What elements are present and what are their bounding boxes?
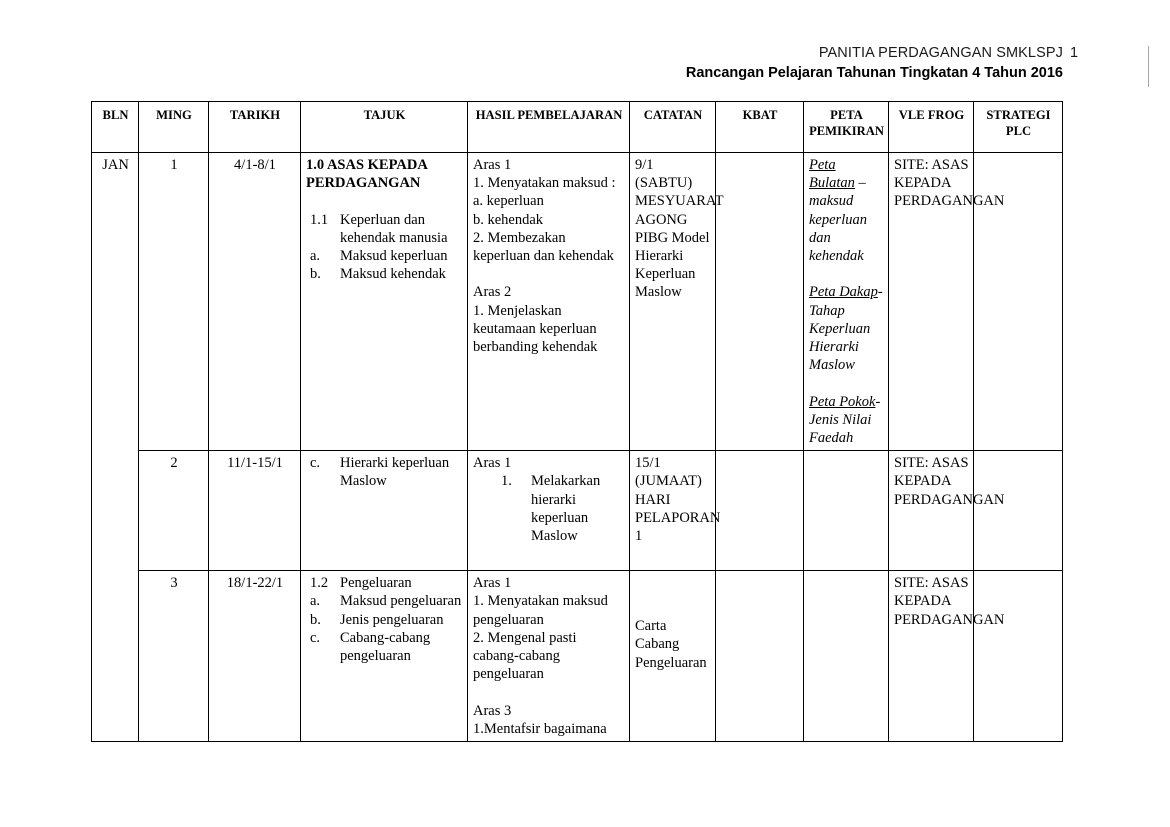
topic-item-text: Maksud pengeluaran	[340, 593, 462, 610]
spacer	[809, 265, 884, 283]
column-header-bln: BLN	[92, 102, 139, 153]
thinking-map-cell	[804, 451, 889, 571]
page-number: 1	[1069, 45, 1079, 61]
column-header-ming: MING	[139, 102, 209, 153]
spacer	[306, 192, 463, 210]
document-header	[0, 44, 1085, 83]
vle-frog-cell: SITE: ASAS KEPADA PERDAGANGAN	[889, 451, 974, 571]
topic-item-text: Cabang-cabang pengeluaran	[340, 629, 431, 665]
outcome-line: 1. Menyatakan maksud :	[473, 175, 616, 192]
kbat-cell	[716, 153, 804, 451]
outcome-item-marker: 1.	[501, 473, 512, 490]
thinking-map-title: Peta Dakap	[809, 284, 878, 301]
topic-item	[306, 629, 463, 665]
table-row	[92, 153, 1063, 451]
learning-outcome-cell	[468, 571, 630, 742]
week-cell: 1	[139, 153, 209, 451]
kbat-cell	[716, 451, 804, 571]
thinking-map-entry	[809, 156, 884, 265]
date-cell: 18/1-22/1	[209, 571, 301, 742]
table-row	[92, 571, 1063, 742]
thinking-map-title: Peta Bulatan	[809, 157, 855, 192]
week-cell: 3	[139, 571, 209, 742]
topic-item-text: Keperluan dan kehendak manusia	[340, 211, 448, 246]
topic-item-text: Maksud keperluan	[340, 248, 448, 264]
topic-item-marker: 1.2	[310, 575, 329, 592]
notes-cell: 9/1 (SABTU) MESYUARAT AGONG PIBG Model Hierarki Keperluan Maslow	[630, 153, 716, 451]
topic-item	[306, 611, 463, 629]
header-title-line1: PANITIA PERDAGANGAN SMKLSPJ	[818, 45, 1063, 61]
outcome-line: 2. Membezakan keperluan dan kehendak	[473, 229, 614, 265]
topic-item-text: Hierarki keperluan Maslow	[340, 455, 450, 490]
column-header-plc: STRATEGI PLC	[974, 102, 1063, 153]
outcome-line: 1.Mentafsir bagaimana	[473, 720, 607, 737]
table-body	[92, 153, 1063, 742]
topic-item	[306, 247, 463, 265]
outcome-heading: Aras 2	[473, 284, 512, 301]
topic-item	[306, 265, 463, 283]
topic-item-marker: c.	[310, 629, 321, 646]
table-header-row	[92, 102, 1063, 153]
outcome-line: 1. Menyatakan maksud pengeluaran	[473, 593, 608, 628]
outcome-line: 1. Menjelaskan keutamaan keperluan berbanding kehendak	[473, 302, 598, 356]
column-header-catatan: CATATAN	[630, 102, 716, 153]
topic-item-marker: c.	[310, 455, 321, 472]
table-row	[92, 451, 1063, 571]
thinking-map-text: – maksud keperluan dan kehendak	[809, 175, 867, 265]
topic-item-text: Maksud kehendak	[340, 266, 446, 283]
spacer	[809, 374, 884, 392]
outcome-heading: Aras 1	[473, 455, 512, 472]
plc-strategy-cell	[974, 451, 1063, 571]
header-divider	[1148, 46, 1149, 87]
topic-item	[306, 454, 463, 490]
column-header-tarikh: TARIKH	[209, 102, 301, 153]
vle-frog-cell: SITE: ASAS KEPADA PERDAGANGAN	[889, 571, 974, 742]
month-cell: JAN	[92, 153, 139, 742]
header-title-line2: Rancangan Pelajaran Tahunan Tingkatan 4 Tahun 2016	[685, 65, 1063, 81]
topic-item	[306, 592, 463, 610]
spacer	[473, 683, 625, 701]
outcome-item	[473, 472, 625, 545]
thinking-map-cell	[804, 153, 889, 451]
thinking-map-entry	[809, 393, 884, 448]
notes-text: Carta Cabang Pengeluaran	[635, 618, 707, 671]
thinking-map-title: Peta Pokok	[809, 393, 876, 410]
yearly-lesson-plan-table	[91, 101, 1063, 742]
date-cell: 11/1-15/1	[209, 451, 301, 571]
outcome-line: a. keperluan	[473, 193, 544, 210]
learning-outcome-cell	[468, 153, 630, 451]
topic-item-marker: 1.1	[310, 211, 329, 228]
notes-cell	[630, 571, 716, 742]
thinking-map-entry	[809, 283, 884, 374]
kbat-cell	[716, 571, 804, 742]
outcome-heading: Aras 1	[473, 575, 512, 592]
thinking-map-text: -Jenis Nilai Faedah	[809, 393, 881, 447]
outcome-heading: Aras 3	[473, 702, 512, 719]
outcome-line: 2. Mengenal pasti cabang-cabang pengeluaran	[473, 629, 577, 683]
topic-item-text: Pengeluaran	[340, 575, 412, 592]
learning-outcome-cell	[468, 451, 630, 571]
thinking-map-cell	[804, 571, 889, 742]
topic-item	[306, 574, 463, 592]
week-cell: 2	[139, 451, 209, 571]
topic-item-marker: b.	[310, 266, 321, 283]
date-cell: 4/1-8/1	[209, 153, 301, 451]
topic-cell	[301, 571, 468, 742]
topic-cell	[301, 153, 468, 451]
notes-cell: 15/1 (JUMAAT) HARI PELAPORAN 1	[630, 451, 716, 571]
spacer	[473, 265, 625, 283]
thinking-map-text: -Tahap Keperluan Hierarki Maslow	[809, 284, 883, 374]
topic-title: 1.0 ASAS KEPADA PERDAGANGAN	[306, 157, 427, 192]
column-header-tajuk: TAJUK	[301, 102, 468, 153]
outcome-heading: Aras 1	[473, 157, 512, 173]
column-header-peta: PETA PEMIKIRAN	[804, 102, 889, 153]
topic-cell	[301, 451, 468, 571]
topic-item-text: Jenis pengeluaran	[340, 611, 444, 628]
plc-strategy-cell	[974, 571, 1063, 742]
column-header-kbat: KBAT	[716, 102, 804, 153]
topic-item-marker: a.	[310, 248, 321, 264]
topic-item-marker: b.	[310, 611, 321, 628]
vle-frog-cell: SITE: ASAS KEPADA PERDAGANGAN	[889, 153, 974, 451]
outcome-line: b. kehendak	[473, 211, 544, 228]
column-header-hasil: HASIL PEMBELAJARAN	[468, 102, 630, 153]
topic-item	[306, 211, 463, 247]
column-header-vle: VLE FROG	[889, 102, 974, 153]
topic-item-marker: a.	[310, 593, 321, 610]
outcome-item-text: Melakarkan hierarki keperluan Maslow	[531, 473, 601, 545]
